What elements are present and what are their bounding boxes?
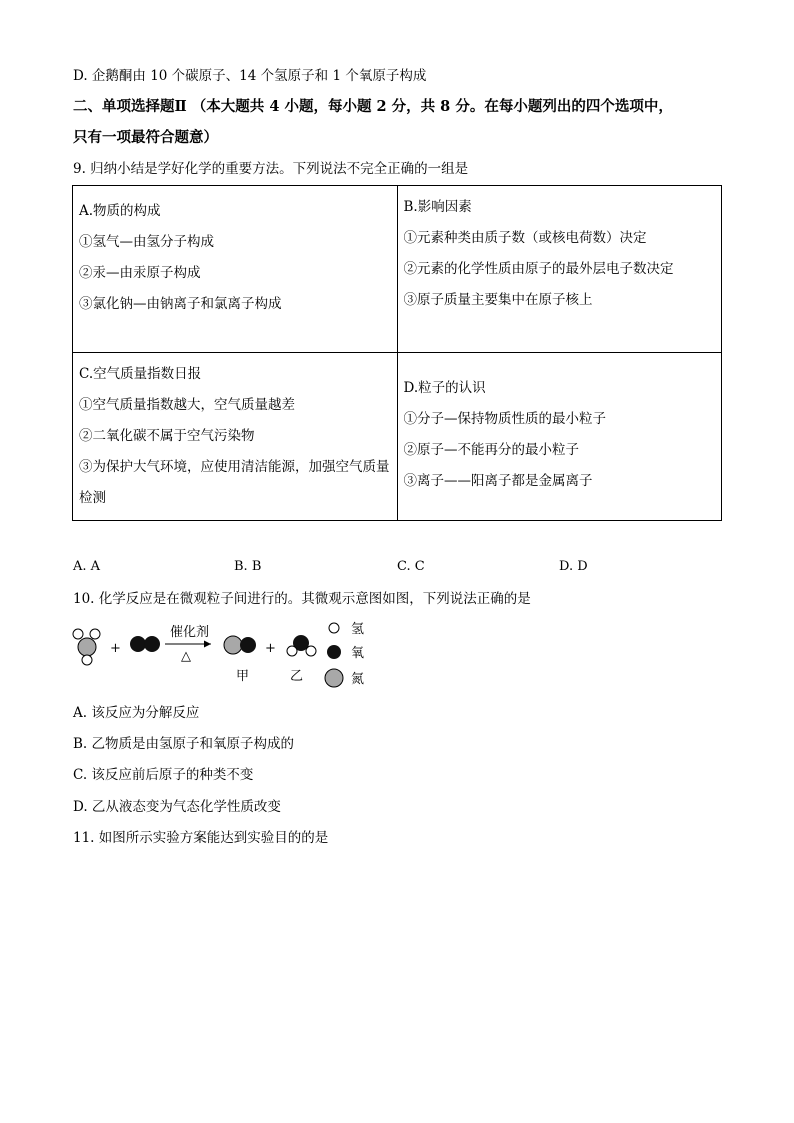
q9-choice-a[interactable]: A. A bbox=[73, 559, 101, 574]
q10-reaction-diagram bbox=[68, 614, 388, 692]
q9-cell-c-item1: ①空气质量指数越大，空气质量越差 bbox=[79, 397, 295, 413]
q9-cell-d bbox=[397, 353, 722, 521]
q9-cell-d-item1: ①分子—保持物质性质的最小粒子 bbox=[403, 411, 606, 427]
label-jia: 甲 bbox=[236, 669, 250, 684]
heat-symbol: △ bbox=[181, 649, 191, 664]
q9-choice-c[interactable]: C. C bbox=[397, 559, 425, 574]
legend-nitrogen-icon bbox=[325, 669, 343, 687]
q9-cell-a-item3: ③氯化钠—由钠离子和氯离子构成 bbox=[79, 296, 282, 312]
plus-sign-2: + bbox=[265, 641, 276, 656]
q10-stem: 10. 化学反应是在微观粒子间进行的。其微观示意图如图，下列说法正确的是 bbox=[73, 591, 531, 607]
catalyst-label: 催化剂 bbox=[170, 625, 210, 640]
legend-oxygen: 氧 bbox=[351, 646, 365, 661]
q9-table bbox=[72, 185, 722, 521]
q9-stem: 9. 归纳小结是学好化学的重要方法。下列说法不完全正确的一组是 bbox=[73, 161, 469, 177]
q9-choice-d[interactable]: D. D bbox=[559, 559, 588, 574]
q9-cell-b-item3: ③原子质量主要集中在原子核上 bbox=[403, 292, 593, 308]
product-h2o-molecule bbox=[287, 635, 316, 656]
q9-cell-c-item2: ②二氧化碳不属于空气污染物 bbox=[79, 428, 255, 444]
plus-sign-1: + bbox=[110, 641, 121, 656]
q9-cell-a-item2: ②汞—由汞原子构成 bbox=[79, 265, 201, 281]
q9-cell-b bbox=[397, 186, 722, 353]
q9-cell-a bbox=[73, 186, 398, 353]
reactant-nh3-molecule bbox=[73, 629, 100, 665]
q9-cell-c-title: C.空气质量指数日报 bbox=[79, 366, 202, 382]
q10-option-d[interactable]: D. 乙从液态变为气态化学性质改变 bbox=[73, 799, 281, 815]
prev-option-d: D. 企鹅酮由 10 个碳原子、14 个氢原子和 1 个氧原子构成 bbox=[73, 68, 427, 84]
q9-cell-b-title: B.影响因素 bbox=[403, 199, 472, 215]
legend-hydrogen-icon bbox=[329, 623, 339, 633]
q11-stem: 11. 如图所示实验方案能达到实验目的的是 bbox=[73, 830, 329, 846]
q10-option-b[interactable]: B. 乙物质是由氢原子和氧原子构成的 bbox=[73, 736, 295, 752]
product-no-molecule bbox=[224, 636, 256, 654]
q9-cell-d-item2: ②原子—不能再分的最小粒子 bbox=[403, 442, 579, 458]
section-heading-line1: 二、单项选择题Ⅱ （本大题共 4 小题，每小题 2 分，共 8 分。在每小题列出的四个选项中， bbox=[73, 98, 673, 115]
q9-cell-d-item3: ③离子——阳离子都是金属离子 bbox=[403, 473, 593, 489]
legend-hydrogen: 氢 bbox=[351, 622, 365, 637]
legend-oxygen-icon bbox=[327, 645, 341, 659]
q9-cell-b-item1: ①元素种类由质子数（或核电荷数）决定 bbox=[403, 230, 647, 246]
q9-cell-d-title: D.粒子的认识 bbox=[403, 380, 486, 396]
arrow-head-icon bbox=[204, 641, 211, 648]
label-yi: 乙 bbox=[290, 669, 304, 684]
q9-choice-b[interactable]: B. B bbox=[234, 559, 262, 574]
section-heading-line2: 只有一项最符合题意） bbox=[73, 129, 218, 146]
q9-cell-a-item1: ①氢气—由氢分子构成 bbox=[79, 234, 214, 250]
q10-option-a[interactable]: A. 该反应为分解反应 bbox=[73, 705, 200, 721]
q9-cell-c bbox=[73, 353, 398, 521]
legend-nitrogen: 氮 bbox=[351, 672, 365, 687]
reactant-o2-molecule bbox=[130, 636, 160, 652]
q10-option-c[interactable]: C. 该反应前后原子的种类不变 bbox=[73, 767, 254, 783]
q9-cell-b-item2: ②元素的化学性质由原子的最外层电子数决定 bbox=[403, 261, 674, 277]
q9-cell-a-title: A.物质的构成 bbox=[79, 203, 161, 219]
q9-cell-c-item3: ③为保护大气环境，应使用清洁能源，加强空气质量检测 bbox=[79, 459, 390, 506]
